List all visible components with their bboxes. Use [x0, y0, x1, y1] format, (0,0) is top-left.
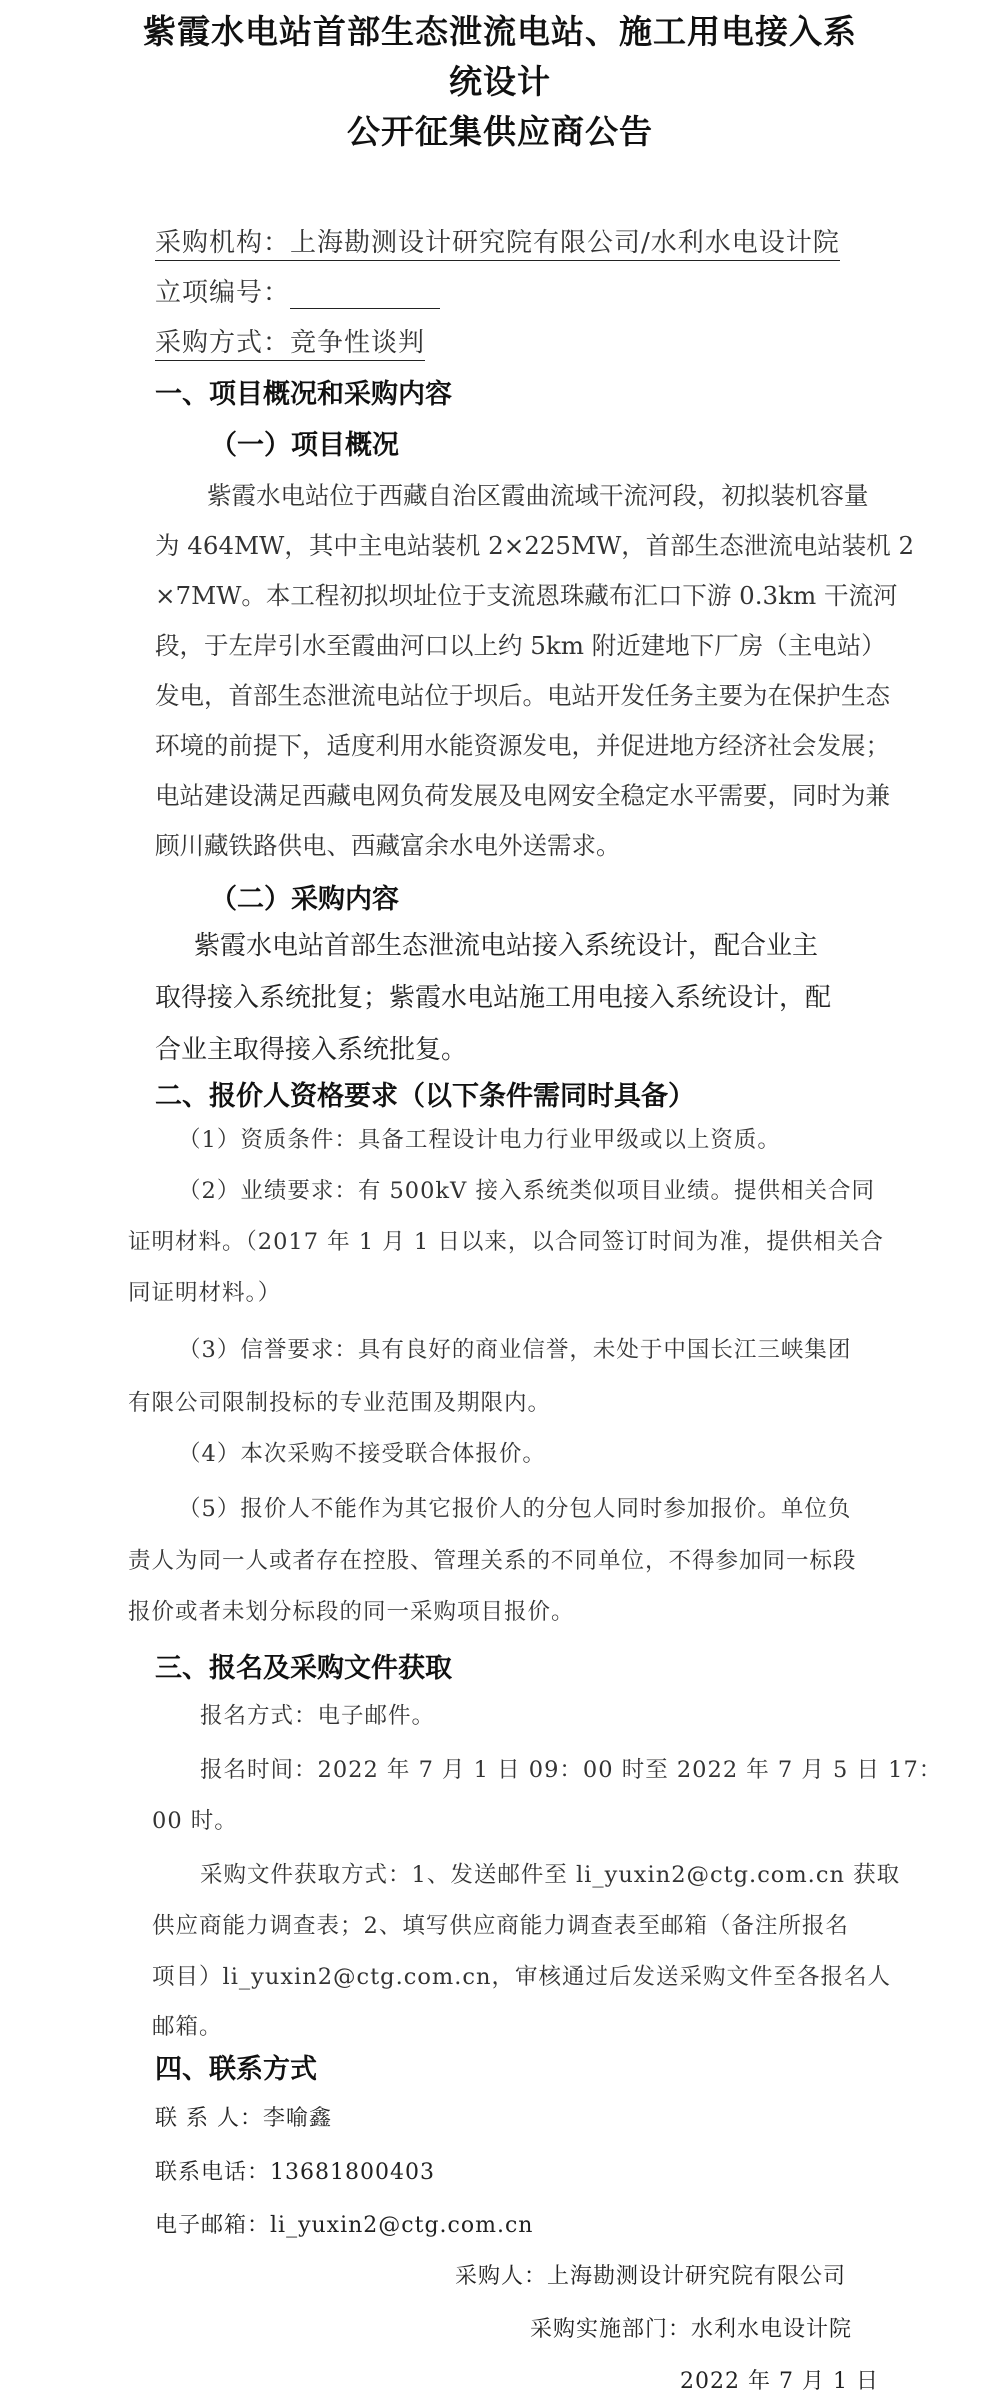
footer-department: 采购实施部门：水利水电设计院 [530, 2317, 853, 2342]
project-number [155, 272, 440, 309]
qualification-line: 报价或者未划分标段的同一采购项目报价。 [128, 1599, 575, 1625]
section-1-sub-1-heading: （一）项目概况 [210, 430, 399, 461]
overview-line: 段，于左岸引水至霞曲河口以上约 5km 附近建地下厂房（主电站） [155, 631, 886, 660]
qualification-line: （2）业绩要求：有 500kV 接入系统类似项目业绩。提供相关合同 [178, 1178, 875, 1204]
section-2-heading: 二、报价人资格要求（以下条件需同时具备） [155, 1081, 695, 1112]
overview-line: ×7MW。本工程初拟坝址位于支流恩珠藏布汇口下游 0.3km 干流河 [155, 581, 898, 610]
section-3-heading: 三、报名及采购文件获取 [155, 1653, 452, 1684]
org-label: 采购机构： [155, 228, 291, 258]
section-4-heading: 四、联系方式 [155, 2054, 317, 2085]
content-line: 紫霞水电站首部生态泄流电站接入系统设计，配合业主 [194, 931, 819, 961]
procurement-org [155, 222, 840, 259]
procurement-method [155, 322, 425, 359]
section-1-sub-2-heading: （二）采购内容 [210, 884, 399, 915]
qualification-line: 责人为同一人或者存在控股、管理关系的不同单位，不得参加同一标段 [128, 1548, 857, 1574]
overview-line: 发电，首部生态泄流电站位于坝后。电站开发任务主要为在保护生态 [155, 681, 890, 710]
qualification-line: （5）报价人不能作为其它报价人的分包人同时参加报价。单位负 [178, 1496, 852, 1522]
content-line: 取得接入系统批复；紫霞水电站施工用电接入系统设计，配 [155, 983, 832, 1013]
contact-phone: 联系电话：13681800403 [155, 2160, 435, 2185]
method-value: 竞争性谈判 [290, 328, 426, 358]
registration-line: 00 时。 [152, 1808, 238, 1834]
section-1-heading: 一、项目概况和采购内容 [155, 379, 452, 410]
registration-line: 报名时间：2022 年 7 月 1 日 09：00 时至 2022 年 7 月 5 日 17： [200, 1757, 943, 1783]
contact-person: 联 系 人：李喻鑫 [155, 2106, 332, 2131]
title-line-2: 统设计 [449, 62, 551, 101]
overview-line: 顾川藏铁路供电、西藏富余水电外送需求。 [155, 831, 621, 860]
project-no-blank [290, 282, 440, 309]
registration-line: 项目）li_yuxin2@ctg.com.cn，审核通过后发送采购文件至各报名人 [152, 1964, 891, 1990]
title-line-1: 紫霞水电站首部生态泄流电站、施工用电接入系 [143, 12, 857, 51]
qualification-line: （3）信誉要求：具有良好的商业信誉，未处于中国长江三峡集团 [178, 1337, 852, 1363]
registration-line: 采购文件获取方式：1、发送邮件至 li_yuxin2@ctg.com.cn 获取 [200, 1862, 901, 1888]
project-no-label: 立项编号： [155, 278, 291, 308]
qualification-line: （4）本次采购不接受联合体报价。 [178, 1441, 546, 1467]
org-value: 上海勘测设计研究院有限公司/水利水电设计院 [290, 228, 840, 258]
qualification-line: 证明材料。（2017 年 1 月 1 日以来，以合同签订时间为准，提供相关合 [128, 1229, 884, 1255]
contact-email: 电子邮箱：li_yuxin2@ctg.com.cn [155, 2213, 534, 2238]
qualification-line: （1）资质条件：具备工程设计电力行业甲级或以上资质。 [178, 1127, 781, 1153]
overview-line: 为 464MW，其中主电站装机 2×225MW，首部生态泄流电站装机 2 [155, 531, 915, 560]
qualification-line: 有限公司限制投标的专业范围及期限内。 [128, 1390, 552, 1416]
overview-line: 紫霞水电站位于西藏自治区霞曲流域干流河段，初拟装机容量 [207, 481, 869, 510]
content-line: 合业主取得接入系统批复。 [155, 1035, 468, 1065]
registration-line: 供应商能力调查表；2、填写供应商能力调查表至邮箱（备注所报名 [152, 1913, 849, 1939]
registration-line: 邮箱。 [152, 2014, 223, 2040]
footer-purchaser: 采购人：上海勘测设计研究院有限公司 [455, 2264, 847, 2289]
footer-date: 2022 年 7 月 1 日 [680, 2369, 879, 2394]
method-label: 采购方式： [155, 328, 291, 358]
title-line-3: 公开征集供应商公告 [347, 112, 653, 151]
qualification-line: 同证明材料。） [128, 1280, 282, 1306]
overview-line: 环境的前提下，适度利用水能资源发电，并促进地方经济社会发展； [155, 731, 890, 760]
registration-line: 报名方式：电子邮件。 [200, 1703, 436, 1729]
overview-line: 电站建设满足西藏电网负荷发展及电网安全稳定水平需要，同时为兼 [155, 781, 890, 810]
